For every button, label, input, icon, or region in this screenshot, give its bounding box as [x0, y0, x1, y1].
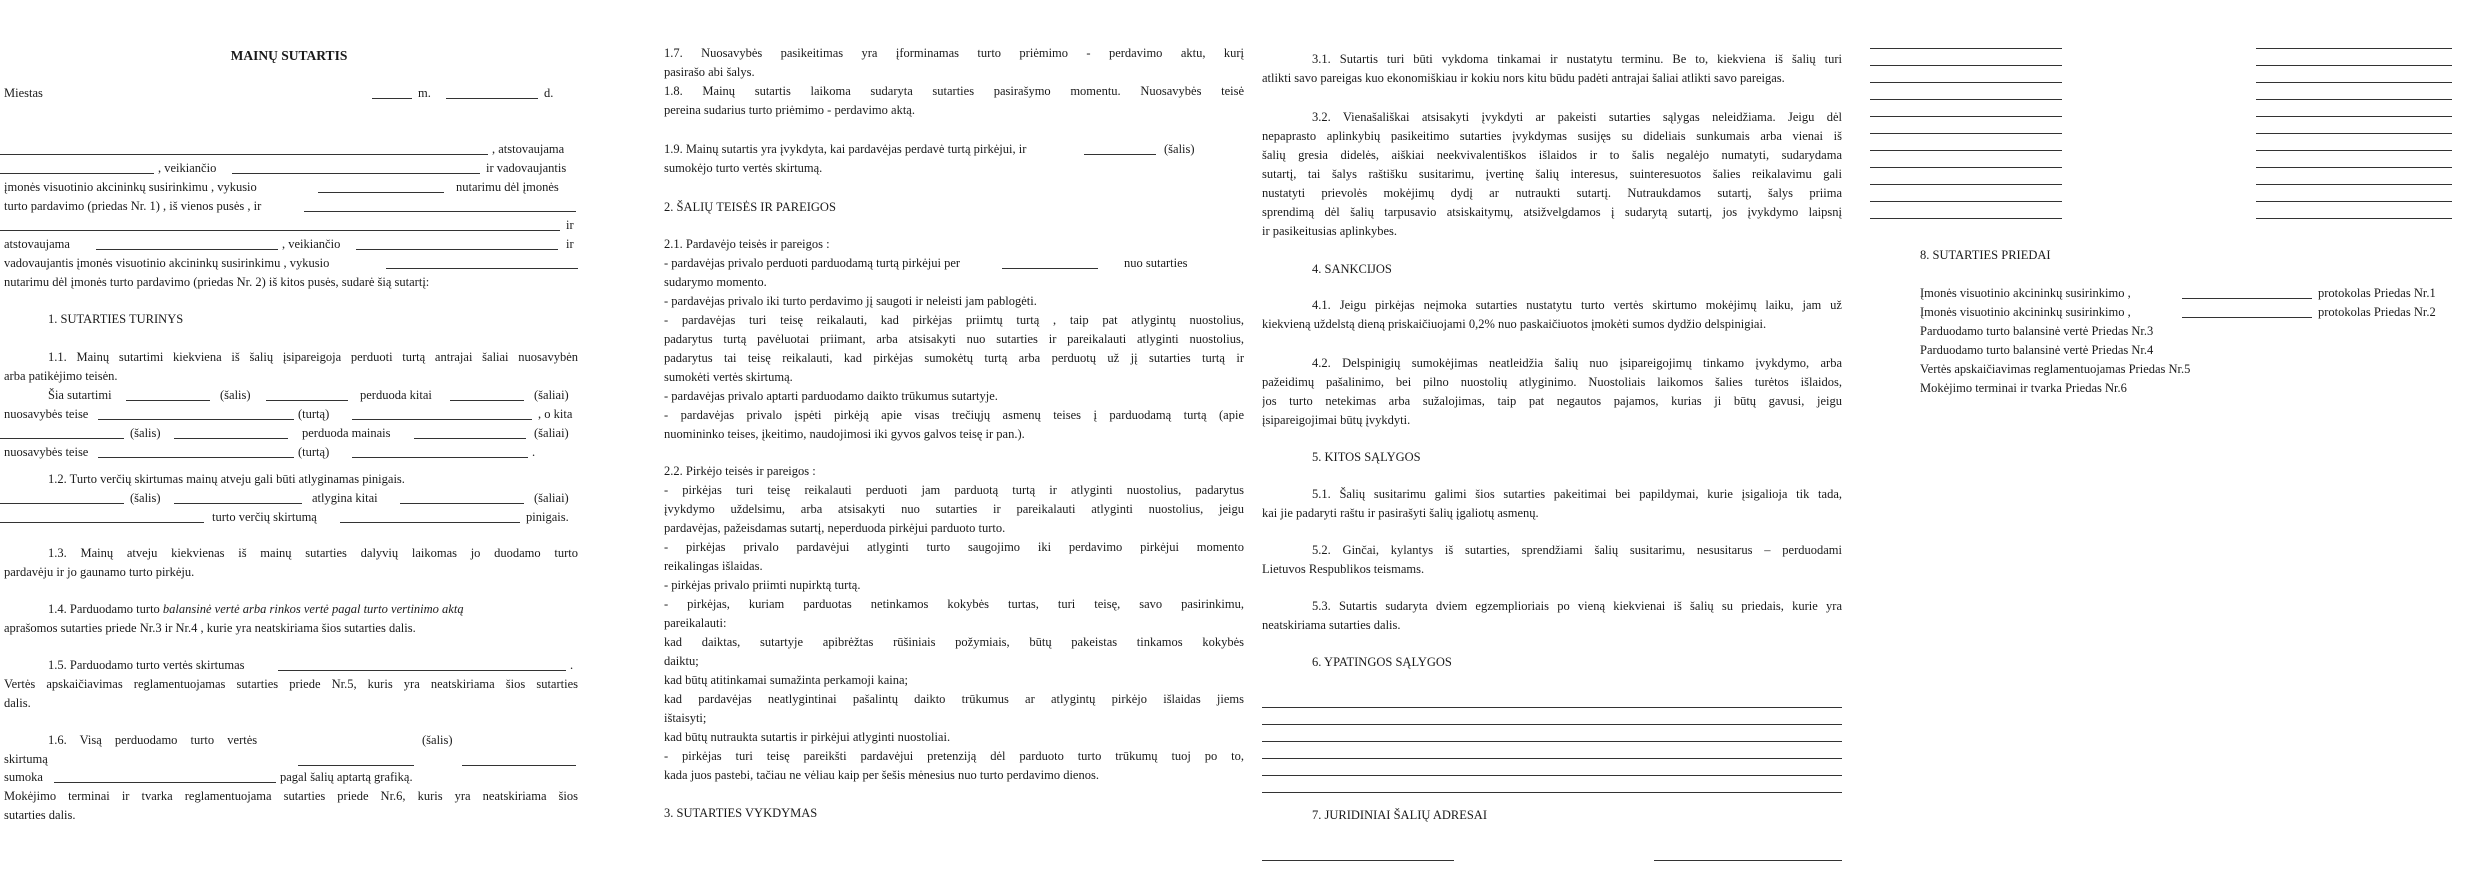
paragraph-line: - pardavėjas privalo įspėti pirkėją apie visas trečiųjų asmenų teises į parduodamą turtą (apie — [664, 408, 1244, 422]
text-line: sumoka — [4, 770, 43, 784]
paragraph-line: kad daiktas, sutartyje apibrėžtas rūšiniais požymiais, būtų pakeistas tinkamos kokybės — [664, 635, 1244, 649]
paragraph-line: neatskiriama sutarties dalis. — [1262, 618, 1401, 632]
text-line: . — [532, 445, 536, 459]
paragraph-line: ir pasikeitusias aplinkybes. — [1262, 224, 1398, 238]
paragraph-line: 1.8. Mainų sutartis laikoma sudaryta sutarties pasirašymo momentu. Nuosavybės teisė — [664, 84, 1244, 98]
paragraph-line: pardavėjas, pažeisdamas sutartį, neperduoda pirkėjui parduoto turto. — [664, 521, 1006, 535]
address-line-right[interactable] — [2256, 167, 2452, 168]
party2-basis-field[interactable] — [356, 249, 558, 250]
paragraph-line: Mokėjimo terminai ir tvarka reglamentuojama sutarties priede Nr.6, kuris yra neatskiriama šios — [4, 789, 578, 803]
annex-item: Mokėjimo terminai ir tvarka Priedas Nr.6 — [1920, 381, 2127, 395]
year-field[interactable] — [372, 98, 412, 99]
paragraph-line: 1.4. Parduodamo turto balansinė vertė arba rinkos vertė pagal turto vertinimo aktą — [48, 602, 464, 616]
party1-basis-field[interactable] — [232, 173, 480, 174]
paragraph-line: sumokėjo turto vertės skirtumą. — [664, 161, 823, 175]
section-heading: 1. SUTARTIES TURINYS — [48, 312, 184, 326]
paragraph-line: nepaprasto aplinkybių pasikeitimo sutarties įvykdymas susijęs su dideliais sunkumais arba vienai iš — [1262, 129, 1842, 143]
paragraph-line: sutartį, tai šalys raštišku susitarimu, įvertinę šalių interesus, suinteresuotos šalies reikalavimu gali — [1262, 167, 1842, 181]
address-line-right[interactable] — [2256, 150, 2452, 151]
paragraph-line: Vertės apskaičiavimas reglamentuojamas sutarties priede Nr.5, kuris yra neatskiriama šios sutarties — [4, 677, 578, 691]
paragraph-line: 1.6. Visą perduodamo turto vertės — [48, 733, 258, 747]
paragraph-line: pareikalauti: — [664, 616, 727, 630]
paragraph-line: 2.2. Pirkėjo teisės ir pareigos : — [664, 464, 816, 478]
fill-blank[interactable] — [174, 438, 288, 439]
document-page-4 — [1870, 0, 2470, 878]
fill-blank[interactable] — [98, 457, 294, 458]
city-label: Miestas — [4, 86, 43, 100]
paragraph-line: pažeidimų pašalinimo, bei pilno nuostolių atlyginimo. Nuostoliais laikomos šalies turėtos išlaidos, — [1262, 375, 1842, 389]
text-line: (šalis) — [422, 733, 453, 747]
text-line: Šia sutartimi — [48, 388, 112, 402]
fill-blank[interactable] — [352, 457, 528, 458]
text-line: nutarimu dėl įmonės — [456, 180, 559, 194]
text-line: (turtą) — [298, 407, 330, 421]
paragraph-line: 1.7. Nuosavybės pasikeitimas yra įforminamas turto priėmimo - perdavimo aktu, kurį — [664, 46, 1244, 60]
represented-label: , atstovaujama — [492, 142, 565, 156]
paragraph-line: kad būtų atitinkamai sumažinta perkamoji kaina; — [664, 673, 909, 687]
paragraph-line: 4.1. Jeigu pirkėjas neįmoka sutarties nustatytu turto vertės skirtumo mokėjimų laiku, jam už — [1312, 298, 1842, 312]
guided-label: ir vadovaujantis — [486, 161, 567, 175]
text-line: perduoda kitai — [360, 388, 432, 402]
paragraph-line: 5.1. Šalių susitarimu galimi šios sutarties pakeitimai bei papildymai, kurie įsigalioja tik tada, — [1312, 487, 1842, 501]
paragraph-line: 1.9. Mainų sutartis yra įvykdyta, kai pardavėjas perdavė turtą pirkėjui, ir — [664, 142, 1027, 156]
paragraph-line: 1.2. Turto verčių skirtumas mainų atveju gali būti atlyginamas pinigais. — [48, 472, 405, 486]
fill-blank[interactable] — [98, 419, 294, 420]
paragraph-line: 5.2. Ginčai, kylantys iš sutarties, sprendžiami šalių susitarimu, nesusitarus – perduodami — [1312, 543, 1842, 557]
party2-rep-field[interactable] — [96, 249, 278, 250]
text-line: (šaliai) — [534, 491, 569, 505]
address-line-left[interactable] — [1262, 860, 1454, 861]
address-line-left[interactable] — [1870, 184, 2062, 185]
address-line-left[interactable] — [1870, 201, 2062, 202]
text-line: atstovaujama — [4, 237, 70, 251]
paragraph-line: 1.1. Mainų sutartimi kiekviena iš šalių įsipareigoja perduoti turtą antrajai šaliai nuosavybėn — [48, 350, 578, 364]
paragraph-line: nustatyti prievolės mokėjimų dydį ar nutraukti sutartį. Nutraukdamos sutartį, šalys priima — [1262, 186, 1842, 200]
text-line: nutarimu dėl įmonės turto pardavimo (priedas Nr. 2) iš kitos pusės, sudarė šią sutartį: — [4, 275, 430, 289]
paragraph-line: reikalingas išlaidas. — [664, 559, 763, 573]
value-difference-field[interactable] — [278, 670, 566, 671]
special-terms-line[interactable] — [1262, 707, 1842, 708]
paragraph-line: kad pardavėjas neatlygintinai pašalintų daikto trūkumus ar atlygintų pirkėjo išlaidas jiems — [664, 692, 1244, 706]
paragraph-line: - pardavėjas turi teisę reikalauti, kad pirkėjas priimtų turtą , taip pat atlygintų nuostolius, — [664, 313, 1244, 327]
paragraph-line: dalis. — [4, 696, 31, 710]
party2-name-field[interactable] — [304, 211, 576, 212]
address-line-right[interactable] — [2256, 65, 2452, 66]
paragraph-line: pardavėju ir jo gaunamo turto pirkėju. — [4, 565, 195, 579]
paragraph-line: sudarymo momento. — [664, 275, 767, 289]
paragraph-line: sutarties dalis. — [4, 808, 76, 822]
section-heading: 5. KITOS SĄLYGOS — [1312, 450, 1421, 464]
section-heading: 6. YPATINGOS SĄLYGOS — [1312, 655, 1452, 669]
paragraph-line: įsipareigojimai būtų įvykdyti. — [1262, 413, 1411, 427]
fill-blank[interactable] — [126, 400, 210, 401]
special-terms-line[interactable] — [1262, 758, 1842, 759]
paragraph-line: įvykdymo uždelsimu, arba atsisakyti nuo sutarties ir pareikalauti atlyginti nuostolius, jeigu — [664, 502, 1244, 516]
paragraph-line: - pirkėjas, kuriam parduotas netinkamos kokybės turtas, turi teisę, savo pasirinkimu, — [664, 597, 1244, 611]
fill-blank[interactable] — [0, 522, 204, 523]
annex-item: Vertės apskaičiavimas reglamentuojamas Priedas Nr.5 — [1920, 362, 2191, 376]
fill-blank[interactable] — [352, 419, 532, 420]
paragraph-line: 4.2. Delspinigių sumokėjimas neatleidžia šalių nuo įsipareigojimų tinkamo įvykdymo, arba — [1312, 356, 1842, 370]
address-line-right[interactable] — [2256, 99, 2452, 100]
day-label: d. — [544, 86, 554, 100]
address-line-left[interactable] — [1870, 82, 2062, 83]
paragraph-line: 2.1. Pardavėjo teisės ir pareigos : — [664, 237, 830, 251]
address-line-right[interactable] — [2256, 184, 2452, 185]
text-line: , veikiančio — [282, 237, 341, 251]
document-page-2 — [664, 0, 1244, 878]
text-line: (šalis) — [130, 426, 161, 440]
annex-item: Įmonės visuotinio akcininkų susirinkimo , — [1920, 286, 2131, 300]
paragraph-line: - pirkėjas turi teisę pareikšti pardavėjui pretenziją dėl parduoto turto trūkumų tuoj po to, — [664, 749, 1244, 763]
annex-item: protokolas Priedas Nr.1 — [2318, 286, 2436, 300]
text-line: turto verčių skirtumą — [212, 510, 317, 524]
paragraph-line: - pardavėjas privalo iki turto perdavimo jį saugoti ir neleisti jam pablogėti. — [664, 294, 1037, 308]
address-line-left[interactable] — [1870, 116, 2062, 117]
address-line-left[interactable] — [1870, 150, 2062, 151]
text-line: pinigais. — [526, 510, 569, 524]
text-line: (šalis) — [220, 388, 251, 402]
address-line-right[interactable] — [2256, 82, 2452, 83]
paragraph-line: pasirašo abi šalys. — [664, 65, 755, 79]
paragraph-line: padarytus tai teisę reikalauti, kad pirkėjas sumokėtų turtą arba perduotų už jį sutarties turtą ir — [664, 351, 1244, 365]
fill-blank[interactable] — [462, 765, 576, 766]
special-terms-line[interactable] — [1262, 741, 1842, 742]
text-line: pagal šalių aptartą grafiką. — [280, 770, 413, 784]
text-line: ir — [566, 218, 574, 232]
address-line-left[interactable] — [1870, 65, 2062, 66]
document-page-1 — [0, 0, 578, 878]
paragraph-line: kiekvieną uždelstą dieną priskaičiuojami 0,2% nuo paskaičiuotos įmokėti sumos dydžio delspinigiai. — [1262, 317, 1767, 331]
paragraph-line: pereina sudarius turto priėmimo - perdavimo aktą. — [664, 103, 915, 117]
fill-blank[interactable] — [1084, 154, 1156, 155]
fill-blank[interactable] — [266, 400, 348, 401]
text-line: (šaliai) — [534, 388, 569, 402]
paragraph-line: arba patikėjimo teisėn. — [4, 369, 118, 383]
address-line-right[interactable] — [2256, 201, 2452, 202]
party2-extra-field[interactable] — [0, 230, 560, 231]
protocol-field[interactable] — [2182, 298, 2312, 299]
fill-blank[interactable] — [414, 438, 526, 439]
paragraph-line: sumokėti vertės skirtumą. — [664, 370, 793, 384]
address-line-right[interactable] — [2256, 48, 2452, 49]
text-line: turto pardavimo (priedas Nr. 1) , iš vienos pusės , ir — [4, 199, 262, 213]
fill-blank[interactable] — [0, 503, 124, 504]
section-heading: 3. SUTARTIES VYKDYMAS — [664, 806, 818, 820]
paragraph-line: sprendimą dėl šalių tarpusavio atsiskaitymų, atsižvelgdamos į sudarytą sutartį, jos įvykdymo laipsnį — [1262, 205, 1842, 219]
party1-rep-field[interactable] — [0, 173, 154, 174]
annex-item: protokolas Priedas Nr.2 — [2318, 305, 2436, 319]
address-line-left[interactable] — [1870, 99, 2062, 100]
special-terms-line[interactable] — [1262, 724, 1842, 725]
paragraph-line: 1.3. Mainų atveju kiekvienas iš mainų sutarties dalyvių laikomas jo duodamo turto — [48, 546, 578, 560]
paragraph-line: padarytus turtą pavėluotai priimant, arba atsisakyti nuo sutarties ir pareikalauti atlyginti nuostolius, — [664, 332, 1244, 346]
annex-item: Parduodamo turto balansinė vertė Priedas Nr.4 — [1920, 343, 2154, 357]
paragraph-line: 3.2. Vienašališkai atsisakyti įvykdyti ar pakeisti sutarties sąlygas neleidžiama. Jeigu dėl — [1312, 110, 1842, 124]
fill-blank[interactable] — [400, 503, 524, 504]
paragraph-line: - pirkėjas privalo priimti nupirktą turtą. — [664, 578, 861, 592]
fill-blank[interactable] — [54, 782, 276, 783]
fill-blank[interactable] — [340, 522, 520, 523]
fill-blank[interactable] — [1002, 268, 1098, 269]
fill-blank[interactable] — [0, 438, 124, 439]
paragraph-line: - pirkėjas turi teisę reikalauti perduoti jam parduotą turtą ir atlyginti nuostolius, padarytus — [664, 483, 1244, 497]
fill-blank[interactable] — [450, 400, 524, 401]
address-line-right[interactable] — [1654, 860, 1842, 861]
paragraph-line: 3.1. Sutartis turi būti vykdoma tinkamai ir nustatytu terminu. Be to, kiekviena iš šalių turi — [1312, 52, 1842, 66]
paragraph-line: aprašomos sutarties priede Nr.3 ir Nr.4 , kurie yra neatskiriama šios sutarties dalis. — [4, 621, 416, 635]
text-line: nuosavybės teise — [4, 445, 89, 459]
paragraph-line: atlikti savo pareigas kuo ekonomiškiau ir kokiu nors kitu būdu padėti antrajai šaliai atlikti savo pareigas. — [1262, 71, 1785, 85]
paragraph-line: 1.5. Parduodamo turto vertės skirtumas — [48, 658, 245, 672]
special-terms-line[interactable] — [1262, 792, 1842, 793]
address-line-left[interactable] — [1870, 133, 2062, 134]
paragraph-line: ištaisyti; — [664, 711, 707, 725]
protocol-field[interactable] — [2182, 317, 2312, 318]
text-line: skirtumą — [4, 752, 48, 766]
text-line: vadovaujantis įmonės visuotinio akcininkų susirinkimu , vykusio — [4, 256, 330, 270]
address-line-right[interactable] — [2256, 116, 2452, 117]
year-label: m. — [418, 86, 431, 100]
annex-item: Įmonės visuotinio akcininkų susirinkimo , — [1920, 305, 2131, 319]
text-line: atlygina kitai — [312, 491, 378, 505]
date-field[interactable] — [446, 98, 538, 99]
address-line-right[interactable] — [2256, 133, 2452, 134]
text-line: nuosavybės teise — [4, 407, 89, 421]
paragraph-line: kad būtų nutraukta sutartis ir pirkėjui atlyginti nuostoliai. — [664, 730, 951, 744]
paragraph-line: kada juos pastebi, tačiau ne vėliau kaip per šešis mėnesius nuo turto perdavimo dienos. — [664, 768, 1099, 782]
text-line: (šalis) — [1164, 142, 1195, 156]
paragraph-line: 5.3. Sutartis sudaryta dviem egzemplioriais po vieną kiekvienai iš šalių su priedais, kurie yra — [1312, 599, 1842, 613]
fill-blank[interactable] — [298, 765, 414, 766]
paragraph-line: jos turto netekimas arba sužalojimas, taip pat negautos pajamos, kurias ji būtų gavusi, jeigu — [1262, 394, 1842, 408]
paragraph-line: nuomininko teises, įkeitimo, naudojimosi iki gyvos galvos teisę ir pan.). — [664, 427, 1025, 441]
annex-item: Parduodamo turto balansinė vertė Priedas Nr.3 — [1920, 324, 2154, 338]
text-line: perduoda mainais — [302, 426, 391, 440]
section-heading: 2. ŠALIŲ TEISĖS IR PAREIGOS — [664, 200, 836, 214]
text-line: ir — [566, 237, 574, 251]
paragraph-line: - pardavėjas privalo aptarti parduodamo daikto trūkumus sutartyje. — [664, 389, 998, 403]
paragraph-line: daiktu; — [664, 654, 699, 668]
section-heading: 7. JURIDINIAI ŠALIŲ ADRESAI — [1312, 808, 1487, 822]
fill-blank[interactable] — [174, 503, 302, 504]
section-heading: 8. SUTARTIES PRIEDAI — [1920, 248, 2051, 262]
document-page-3 — [1262, 0, 1842, 878]
address-line-left[interactable] — [1870, 167, 2062, 168]
acting-label: , veikiančio — [158, 161, 217, 175]
text-line: . — [570, 658, 574, 672]
text-line: (turtą) — [298, 445, 330, 459]
special-terms-line[interactable] — [1262, 775, 1842, 776]
address-line-right[interactable] — [2256, 218, 2452, 219]
paragraph-line: Lietuvos Respublikos teismams. — [1262, 562, 1425, 576]
paragraph-line: kai jie padaryti raštu ir pasirašyti šalių įgaliotų asmenų. — [1262, 506, 1539, 520]
paragraph-line: šalių gresia didelės, aiškiai neekvivalentiškos išlaidos ir to šalis negalėjo numatyti, sudarydama — [1262, 148, 1842, 162]
paragraph-line: - pirkėjas privalo pardavėjui atlyginti turto saugojimo iki perdavimo pirkėjui momento — [664, 540, 1244, 554]
paragraph-line: - pardavėjas privalo perduoti parduodamą turtą pirkėjui per — [664, 256, 961, 270]
address-line-left[interactable] — [1870, 218, 2062, 219]
meeting2-date-field[interactable] — [386, 268, 578, 269]
text-line: nuo sutarties — [1124, 256, 1188, 270]
meeting-date-field[interactable] — [318, 192, 444, 193]
text-line: , o kita — [538, 407, 573, 421]
document-title: MAINŲ SUTARTIS — [230, 48, 348, 63]
text-line: (šalis) — [130, 491, 161, 505]
text-line: (šaliai) — [534, 426, 569, 440]
party1-name-field[interactable] — [0, 154, 488, 155]
section-heading: 4. SANKCIJOS — [1312, 262, 1392, 276]
text-line: įmonės visuotinio akcininkų susirinkimu , vykusio — [4, 180, 257, 194]
address-line-left[interactable] — [1870, 48, 2062, 49]
